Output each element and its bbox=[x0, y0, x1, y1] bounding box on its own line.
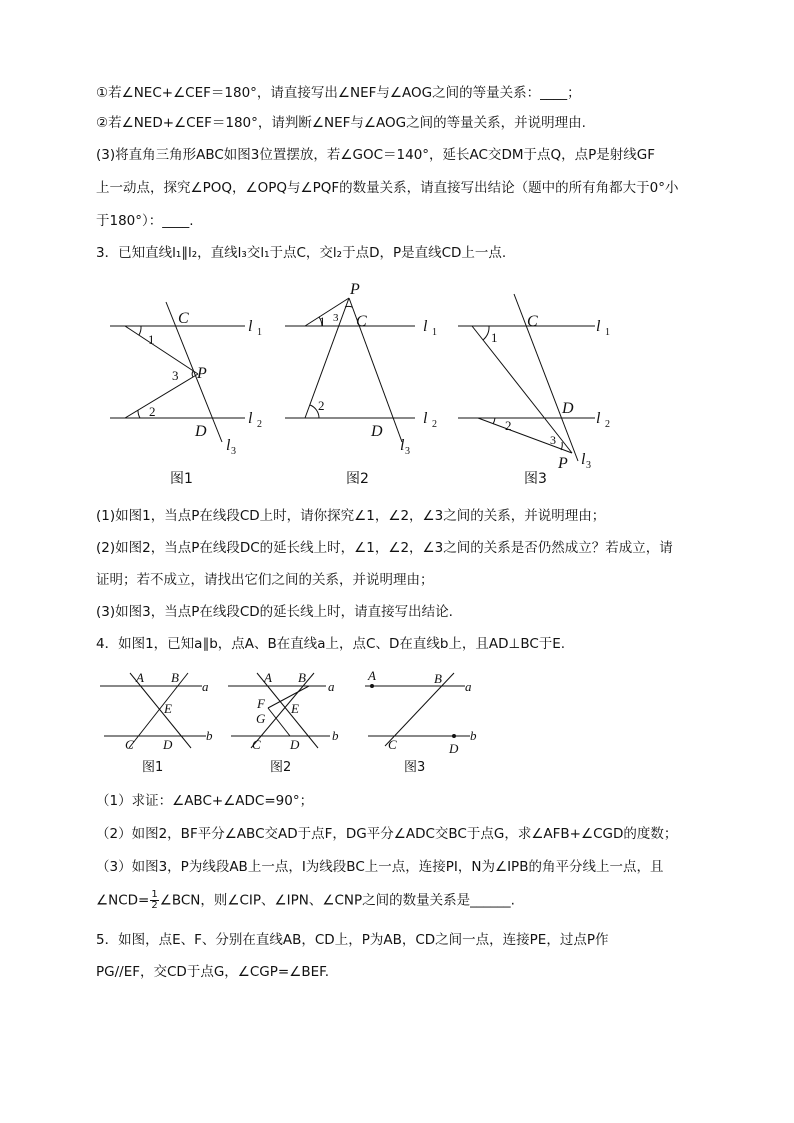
fig3-1-label-l3: l bbox=[226, 437, 231, 454]
fig4-1-label-B: B bbox=[171, 670, 179, 685]
text-line-14: （3）如图3，P为线段AB上一点，I为线段BC上一点，连接PI，N为∠IPB的角平分线上一点，且 bbox=[96, 859, 664, 875]
fig3-2-sub-3: 3 bbox=[405, 446, 410, 457]
fig3-1-sub-1: 1 bbox=[257, 327, 262, 338]
fig4-3-label-C: C bbox=[388, 737, 397, 752]
fig3-caption-2: 图2 bbox=[346, 471, 369, 487]
fig3-3-angle-1: 1 bbox=[491, 330, 498, 345]
fig4-caption-2: 图2 bbox=[270, 760, 292, 775]
fig3-1-label-D: D bbox=[195, 423, 207, 440]
fig4-2-label-G: G bbox=[256, 711, 266, 726]
text-line-1: ①若∠NEC+∠CEF＝180°，请直接写出∠NEF与∠AOG之间的等量关系：____； bbox=[96, 85, 581, 101]
fig3-1-label-l2: l bbox=[248, 410, 253, 427]
question-4-stem: 4．如图1，已知a∥b，点A、B在直线a上，点C、D在直线b上，且AD⊥BC于E. bbox=[96, 636, 566, 652]
fig3-3-angle-3: 3 bbox=[550, 433, 556, 447]
fig3-2-sub-1: 1 bbox=[432, 327, 437, 338]
fig3-1-label-P: P bbox=[197, 365, 207, 382]
fig4-2-label-F: F bbox=[257, 696, 265, 711]
fig3-3-label-l3: l bbox=[581, 451, 586, 468]
fig3-3-sub-1: 1 bbox=[605, 327, 610, 338]
fig4-3-label-A: A bbox=[368, 668, 376, 683]
fig3-2-label-P: P bbox=[350, 281, 360, 298]
text-line-15-end: ∠BCN，则∠CIP、∠IPN、∠CNP之间的数量关系是______. bbox=[159, 892, 515, 909]
fig3-2-label-C: C bbox=[356, 313, 367, 330]
fig3-2-label-l1: l bbox=[423, 318, 428, 335]
text-line-8: (2)如图2，当点P在线段DC的延长线上时，∠1，∠2，∠3之间的关系是否仍然成立？若成立，请 bbox=[96, 540, 673, 556]
question-3-stem: 3．已知直线l₁∥l₂，直线l₃交l₁于点C，交l₂于点D，P是直线CD上一点. bbox=[96, 245, 507, 261]
text-line-15 bbox=[96, 890, 706, 911]
fig3-1-sub-3: 3 bbox=[231, 446, 236, 457]
fig4-3-label-B: B bbox=[434, 671, 442, 686]
fig4-2-label-D: D bbox=[290, 737, 300, 752]
text-line-13: （2）如图2，BF平分∠ABC交AD于点F，DG平分∠ADC交BC于点G，求∠AFB+∠CGD的度数； bbox=[96, 826, 678, 842]
fig3-caption-3: 图3 bbox=[524, 471, 547, 487]
fig3-3-angle-2: 2 bbox=[505, 418, 512, 433]
fig3-3-label-l2: l bbox=[596, 410, 601, 427]
fig3-2-angle-3: 3 bbox=[333, 312, 339, 324]
question-3-figures bbox=[100, 278, 620, 493]
fig3-1-label-l1: l bbox=[248, 318, 253, 335]
fig4-2-label-E: E bbox=[291, 701, 299, 716]
fraction-denominator: 2 bbox=[151, 900, 158, 911]
text-line-2: ②若∠NED+∠CEF＝180°，请判断∠NEF与∠AOG之间的等量关系，并说明理由. bbox=[96, 115, 586, 131]
question-4-figures bbox=[100, 664, 490, 776]
fig4-1-label-E: E bbox=[164, 701, 172, 716]
fig3-3-label-l1: l bbox=[596, 318, 601, 335]
fig4-2-label-b: b bbox=[332, 728, 339, 743]
text-line-5: 于180°）：____. bbox=[96, 213, 194, 229]
fraction-numerator: 1 bbox=[151, 889, 158, 900]
text-line-12: （1）求证：∠ABC+∠ADC=90°； bbox=[96, 793, 314, 809]
text-line-9: 证明；若不成立，请找出它们之间的关系，并说明理由； bbox=[96, 572, 434, 588]
fig4-caption-3: 图3 bbox=[404, 760, 426, 775]
fig3-2-angle-1: 1 bbox=[319, 314, 326, 329]
question-5-stem: 5．如图，点E、F、分别在直线AB，CD上，P为AB，CD之间一点，连接PE，过点P作 bbox=[96, 932, 609, 948]
fig3-1-angle-1: 1 bbox=[148, 332, 155, 347]
fig4-1-label-D: D bbox=[163, 737, 173, 752]
fig3-1-angle-2: 2 bbox=[149, 404, 156, 419]
fig3-3-label-D: D bbox=[562, 400, 574, 417]
fig3-2-label-D: D bbox=[371, 423, 383, 440]
fig4-1-label-a: a bbox=[202, 679, 209, 694]
fig4-2-label-B: B bbox=[298, 670, 306, 685]
fig3-3-sub-3: 3 bbox=[586, 460, 591, 471]
fig3-1-label-C: C bbox=[178, 310, 189, 327]
fraction-one-half bbox=[150, 890, 158, 911]
text-line-3: (3)将直角三角形ABC如图3位置摆放，若∠GOC＝140°，延长AC交DM于点Q，点P是射线GF bbox=[96, 147, 655, 163]
fig3-1-angle-3: 3 bbox=[172, 368, 179, 383]
fig4-2-label-C: C bbox=[252, 737, 261, 752]
fig3-2-label-l3: l bbox=[400, 437, 405, 454]
text-line-17: PG//EF，交CD于点G，∠CGP=∠BEF. bbox=[96, 964, 330, 980]
fig3-2-sub-2: 2 bbox=[432, 419, 437, 430]
fig4-3-label-b: b bbox=[470, 728, 477, 743]
fig3-caption-1: 图1 bbox=[170, 471, 193, 487]
fig3-1-sub-2: 2 bbox=[257, 419, 262, 430]
fig4-3-label-a: a bbox=[465, 679, 472, 694]
text-line-15-start: ∠NCD= bbox=[96, 892, 150, 909]
text-line-10: (3)如图3，当点P在线段CD的延长线上时，请直接写出结论. bbox=[96, 604, 453, 620]
fig4-1-label-b: b bbox=[206, 728, 213, 743]
fig4-2-label-A: A bbox=[264, 670, 272, 685]
fig3-3-label-C: C bbox=[527, 313, 538, 330]
fig4-3-label-D: D bbox=[449, 741, 459, 756]
fig4-1-label-A: A bbox=[136, 670, 144, 685]
fig4-2-label-a: a bbox=[328, 679, 335, 694]
text-line-4: 上一动点，探究∠POQ，∠OPQ与∠PQF的数量关系，请直接写出结论（题中的所有角都大于0°小 bbox=[96, 180, 679, 196]
fig3-3-sub-2: 2 bbox=[605, 419, 610, 430]
text-line-7: (1)如图1，当点P在线段CD上时，请你探究∠1，∠2，∠3之间的关系，并说明理由； bbox=[96, 508, 606, 524]
fig3-2-label-l2: l bbox=[423, 410, 428, 427]
fig3-2-angle-2: 2 bbox=[318, 398, 325, 413]
fig4-1-label-C: C bbox=[125, 737, 134, 752]
fig4-caption-1: 图1 bbox=[142, 760, 164, 775]
fig3-3-label-P: P bbox=[558, 455, 568, 472]
